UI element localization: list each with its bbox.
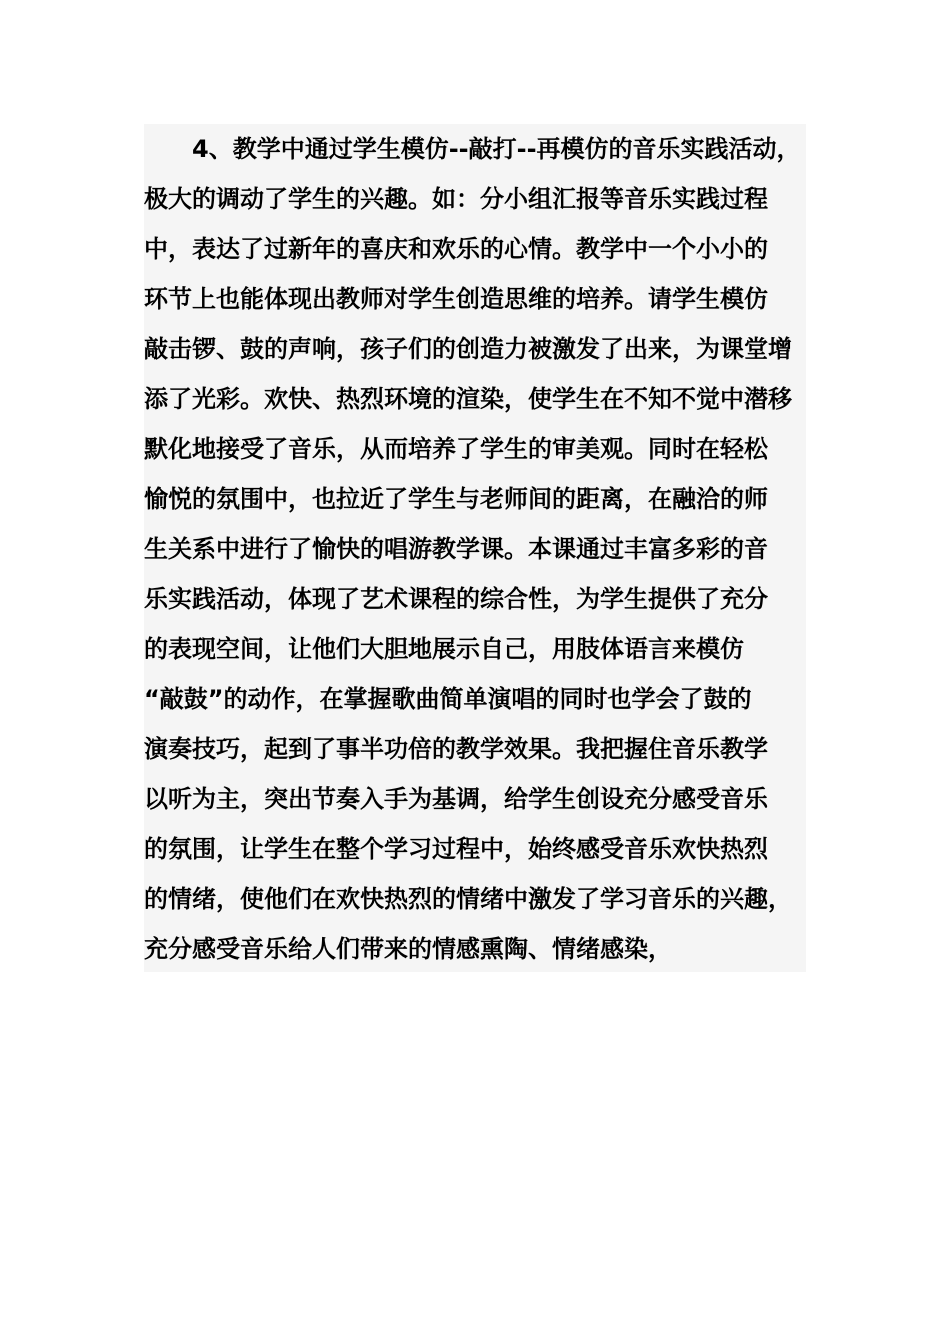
paragraph-line-12: “敲鼓”的动作，在掌握歌曲简单演唱的同时也学会了鼓的	[144, 685, 752, 713]
paragraph-block	[144, 124, 806, 972]
paragraph-line-5: 敲击锣、鼓的声响，孩子们的创造力被激发了出来，为课堂增	[144, 335, 792, 363]
paragraph-line-9: 生关系中进行了愉快的唱游教学课。本课通过丰富多彩的音	[144, 535, 768, 563]
paragraph-line-8: 愉悦的氛围中，也拉近了学生与老师间的距离，在融洽的师	[144, 485, 768, 513]
paragraph-line-14: 以听为主，突出节奏入手为基调，给学生创设充分感受音乐	[144, 785, 768, 813]
paragraph-line-10: 乐实践活动，体现了艺术课程的综合性，为学生提供了充分	[144, 585, 768, 613]
paragraph-line-2: 极大的调动了学生的兴趣。如：分小组汇报等音乐实践过程	[144, 185, 768, 213]
paragraph-line-6: 添了光彩。欢快、热烈环境的渲染，使学生在不知不觉中潜移	[144, 385, 792, 413]
paragraph-line-16: 的情绪，使他们在欢快热烈的情绪中激发了学习音乐的兴趣，	[144, 885, 792, 913]
paragraph-line-15: 的氛围，让学生在整个学习过程中，始终感受音乐欢快热烈	[144, 835, 768, 863]
paragraph-line-4: 环节上也能体现出教师对学生创造思维的培养。请学生模仿	[144, 285, 768, 313]
paragraph-line-11: 的表现空间，让他们大胆地展示自己，用肢体语言来模仿	[144, 635, 744, 663]
paragraph-line-17: 充分感受音乐给人们带来的情感熏陶、情绪感染，	[144, 935, 672, 963]
paragraph-line-3: 中，表达了过新年的喜庆和欢乐的心情。教学中一个小小的	[144, 235, 768, 263]
paragraph-line-13: 演奏技巧，起到了事半功倍的教学效果。我把握住音乐教学	[144, 735, 768, 763]
paragraph-line-1: 4、教学中通过学生模仿--敲打--再模仿的音乐实践活动，	[192, 135, 801, 163]
paragraph-line-7: 默化地接受了音乐，从而培养了学生的审美观。同时在轻松	[144, 435, 768, 463]
